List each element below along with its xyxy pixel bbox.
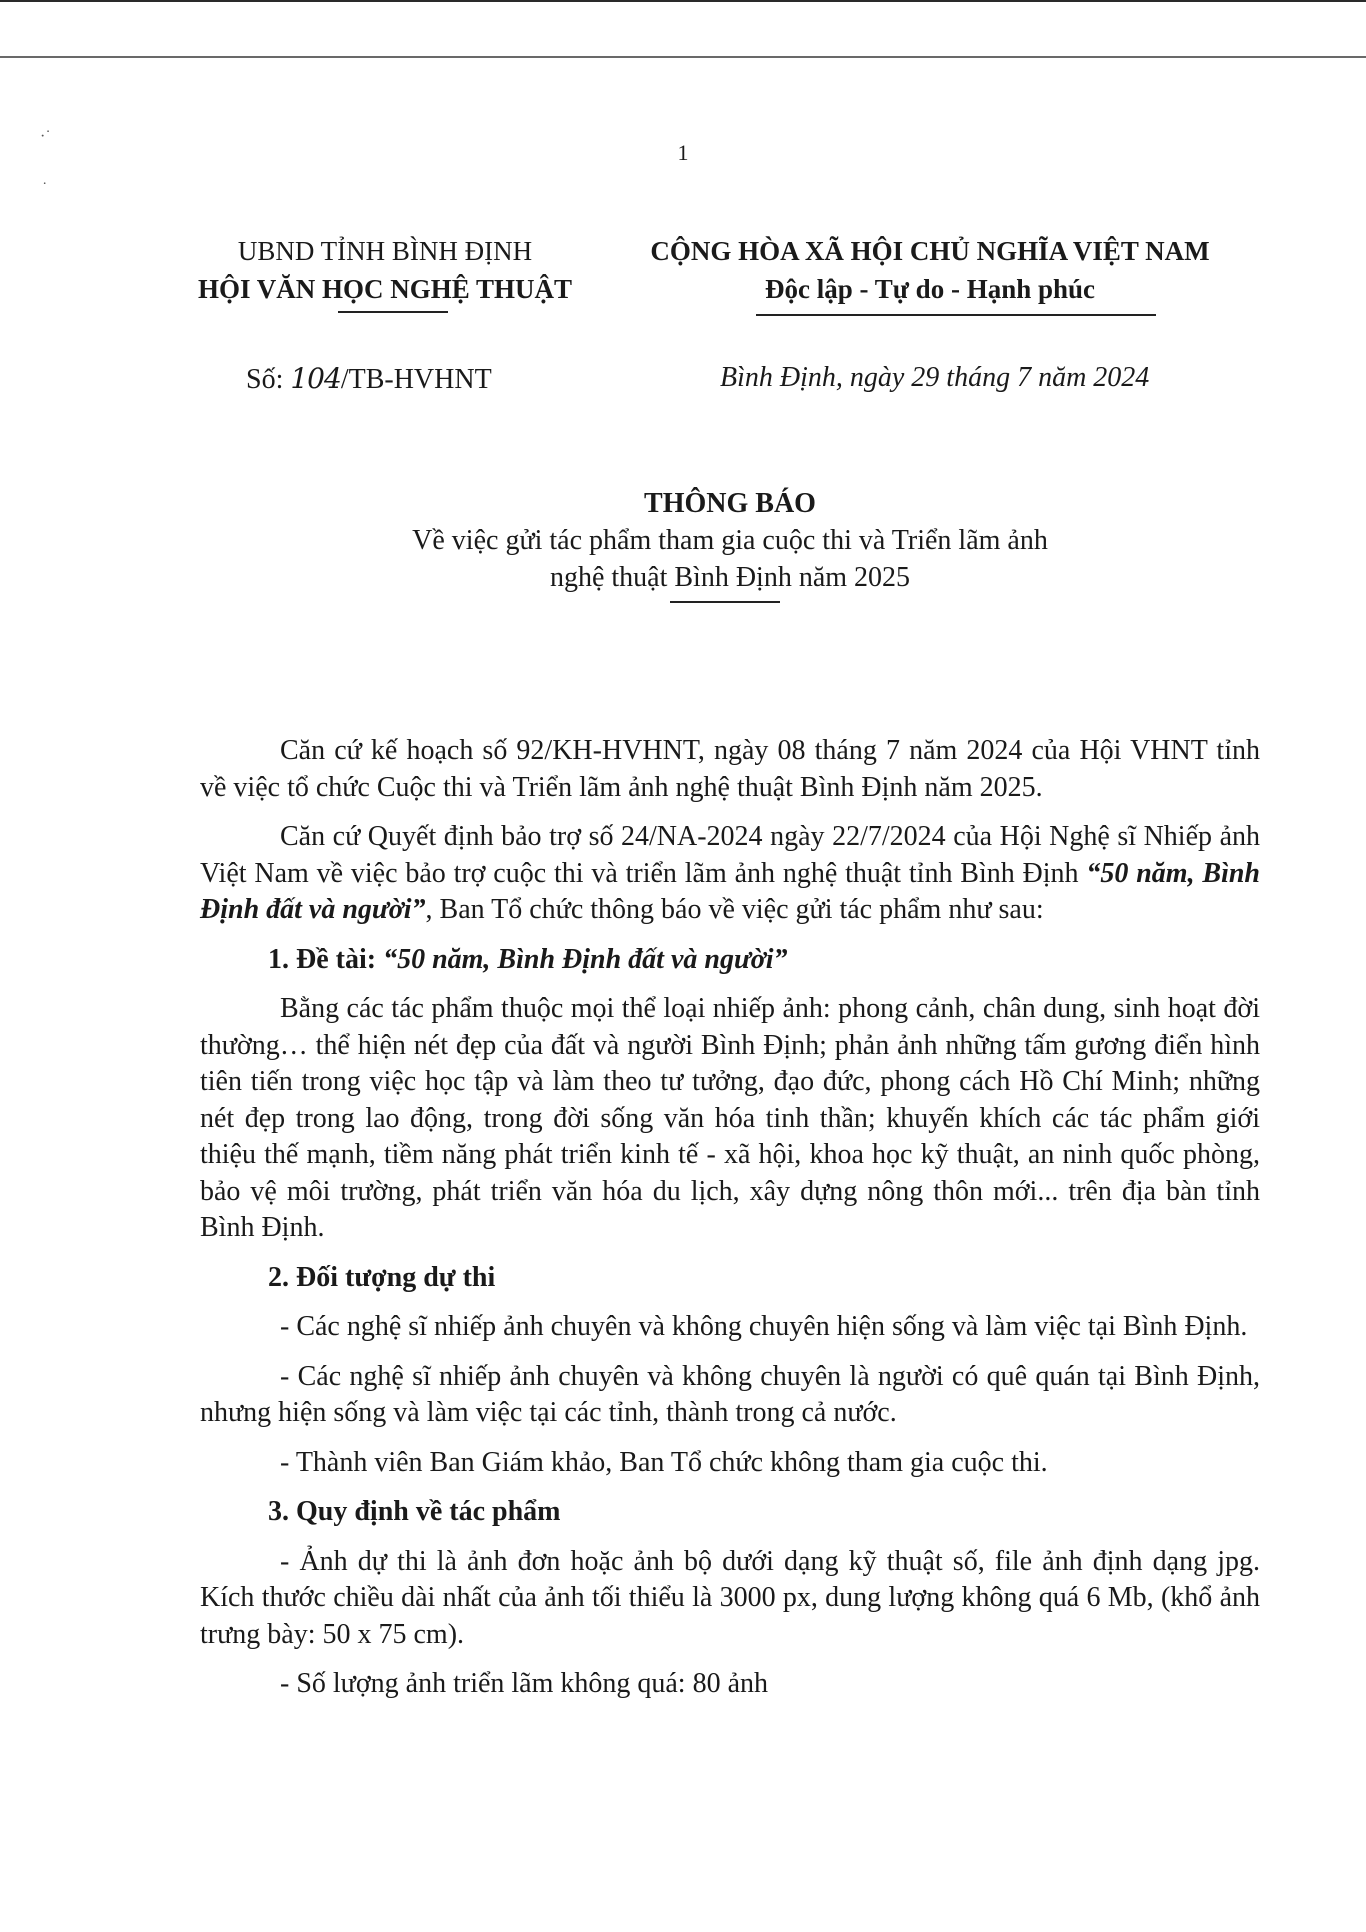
basis-2-end: , Ban Tổ chức thông báo về việc gửi tác phẩm như sau: bbox=[425, 894, 1044, 925]
doc-number-suffix: /TB-HVHNT bbox=[340, 364, 492, 395]
document-title bbox=[0, 485, 1366, 596]
contest-theme: “50 năm, Bình Định đất và người” bbox=[200, 857, 1260, 925]
doc-number-handwritten: 104 bbox=[290, 362, 341, 395]
section-2-item: - Các nghệ sĩ nhiếp ảnh chuyên và không chuyên là người có quê quán tại Bình Định, nhưng hiện sống và làm việc tại các tỉnh, thành trong cả nước. bbox=[200, 1360, 1260, 1428]
title-subject-line2: nghệ thuật Bình Định năm 2025 bbox=[549, 562, 911, 593]
section-1-theme: “50 năm, Bình Định đất và người” bbox=[383, 943, 788, 975]
paragraph-basis-1: Căn cứ kế hoạch số 92/KH-HVHNT, ngày 08 tháng 7 năm 2024 của Hội VHNT tỉnh về việc tổ chức Cuộc thi và Triển lãm ảnh nghệ thuật Bình Định năm 2025. bbox=[200, 735, 1260, 803]
section-3-item: - Ảnh dự thi là ảnh đơn hoặc ảnh bộ dưới dạng kỹ thuật số, file ảnh định dạng jpg. Kích thước chiều dài nhất của ảnh tối thiểu là 3000 px, dung lượng không quá 6 Mb, (khổ ảnh trưng bày: 50 x 75 cm). bbox=[200, 1545, 1260, 1650]
issue-date: Bình Định, ngày 29 tháng 7 năm 2024 bbox=[720, 362, 1150, 393]
section-1-label: 1. Đề tài: bbox=[268, 943, 384, 975]
agency-name: HỘI VĂN HỌC NGHỆ THUẬT bbox=[197, 274, 573, 304]
motto-underline bbox=[756, 314, 1156, 316]
scan-edge-line-top bbox=[0, 0, 1366, 2]
page-number: 1 bbox=[677, 140, 689, 165]
title-subject-line1: Về việc gửi tác phẩm tham gia cuộc thi và Triển lãm ảnh bbox=[412, 525, 1048, 556]
document-body bbox=[200, 733, 1260, 1703]
section-2-item: - Các nghệ sĩ nhiếp ảnh chuyên và không chuyên hiện sống và làm việc tại Bình Định. bbox=[280, 1311, 1248, 1342]
scan-speck: ·˙ bbox=[40, 128, 51, 145]
doc-number-prefix: Số: bbox=[246, 364, 291, 395]
document-number bbox=[246, 362, 492, 396]
agency-parent: UBND TỈNH BÌNH ĐỊNH bbox=[237, 236, 533, 266]
scan-edge-line bbox=[0, 56, 1366, 58]
agency-underline bbox=[338, 311, 448, 313]
title-main: THÔNG BÁO bbox=[644, 488, 816, 519]
section-1-heading bbox=[200, 942, 1260, 979]
motto: Độc lập - Tự do - Hạnh phúc bbox=[764, 274, 1096, 304]
issuing-agency bbox=[175, 232, 595, 308]
paragraph-basis-2 bbox=[200, 819, 1260, 929]
section-3-heading: 3. Quy định về tác phẩm bbox=[268, 1496, 561, 1527]
national-motto bbox=[640, 232, 1220, 308]
country-name: CỘNG HÒA XÃ HỘI CHỦ NGHĨA VIỆT NAM bbox=[650, 236, 1210, 266]
section-2-heading: 2. Đối tượng dự thi bbox=[268, 1261, 496, 1293]
section-2-item: - Thành viên Ban Giám khảo, Ban Tổ chức không tham gia cuộc thi. bbox=[280, 1446, 1048, 1478]
scan-speck: ˙ bbox=[42, 180, 48, 197]
basis-2-text: Căn cứ Quyết định bảo trợ số 24/NA-2024 ngày 22/7/2024 của Hội Nghệ sĩ Nhiếp ảnh Việt Nam về việc bảo trợ cuộc thi và triển lãm ảnh nghệ thuật tỉnh Bình Định bbox=[200, 821, 1260, 889]
section-1-text: Bằng các tác phẩm thuộc mọi thể loại nhiếp ảnh: phong cảnh, chân dung, sinh hoạt đời thường… thể hiện nét đẹp của đất và người Bình Định; phản ảnh những tấm gương điển hình tiên tiến trong việc học tập và làm theo tư tưởng, đạo đức, phong cách Hồ Chí Minh; những nét đẹp trong lao động, trong đời sống văn hóa tinh thần; khuyến khích các tác phẩm giới thiệu thế mạnh, tiềm năng phát triển kinh tế - xã hội, khoa học kỹ thuật, an ninh quốc phòng, bảo vệ môi trường, phát triển văn hóa du lịch, xây dựng nông thôn mới... trên địa bàn tỉnh Bình Định. bbox=[200, 993, 1260, 1243]
section-3-item: - Số lượng ảnh triển lãm không quá: 80 ảnh bbox=[280, 1668, 769, 1699]
title-underline bbox=[670, 601, 780, 603]
